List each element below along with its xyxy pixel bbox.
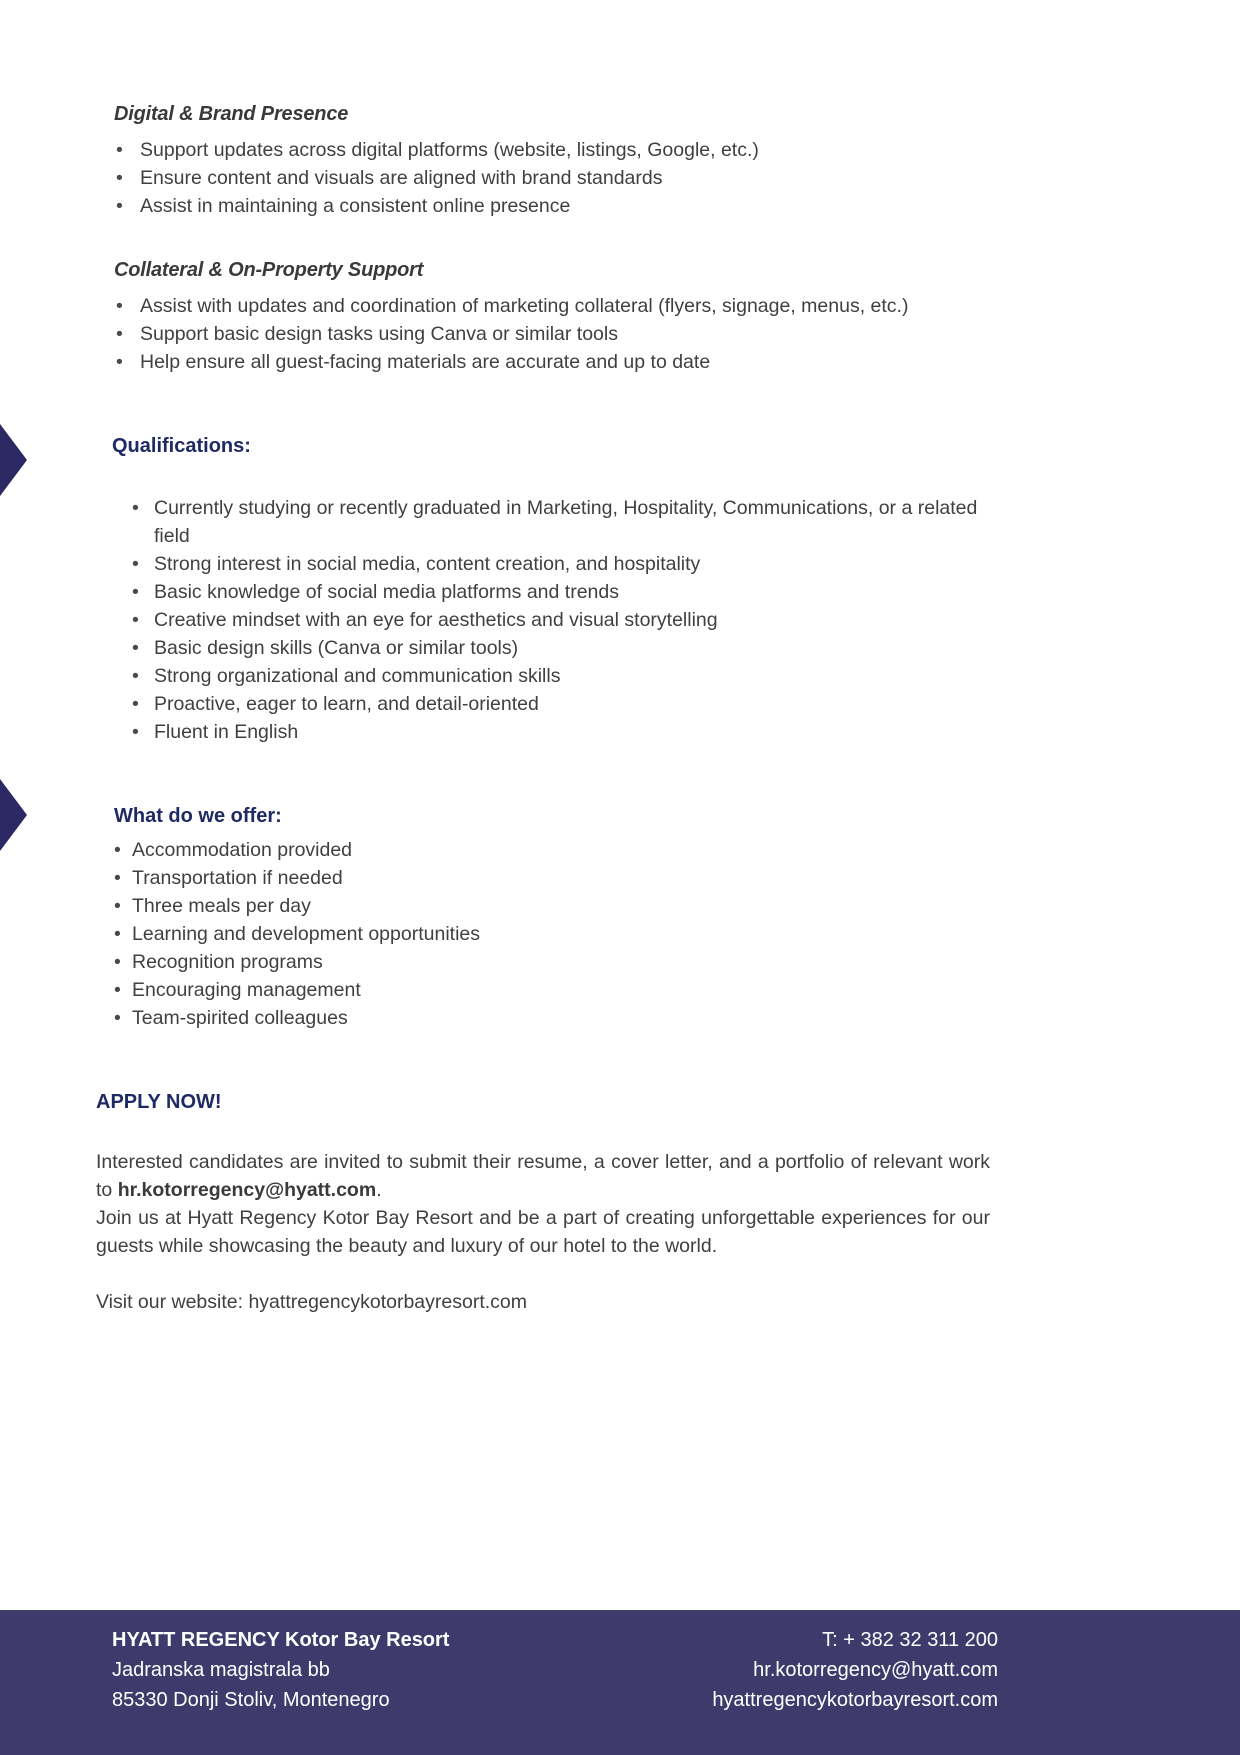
footer-website[interactable]: hyattregencykotorbayresort.com bbox=[712, 1689, 998, 1711]
list-item: • Recognition programs bbox=[96, 948, 990, 976]
footer-address-line-1: Jadranska magistrala bb bbox=[112, 1659, 330, 1681]
list-item: • Support updates across digital platforms (website, listings, Google, etc.) bbox=[96, 136, 990, 164]
apply-heading: APPLY NOW! bbox=[96, 1091, 222, 1113]
offer-heading: What do we offer: bbox=[114, 805, 282, 827]
section-digital-brand-presence bbox=[96, 100, 990, 220]
section-heading: Collateral & On-Property Support bbox=[114, 259, 424, 281]
list-item: • Support basic design tasks using Canva or similar tools bbox=[96, 320, 990, 348]
qualifications-heading: Qualifications: bbox=[112, 435, 251, 457]
list-item: • Ensure content and visuals are aligned with brand standards bbox=[96, 164, 990, 192]
offer-list bbox=[96, 836, 990, 1032]
list-item: • Learning and development opportunities bbox=[96, 920, 990, 948]
apply-paragraph-1 bbox=[96, 1148, 990, 1204]
list-item: • Basic design skills (Canva or similar tools) bbox=[96, 634, 990, 662]
footer-address-block bbox=[112, 1625, 449, 1755]
list-item: • Team-spirited colleagues bbox=[96, 1004, 990, 1032]
list-item: • Assist in maintaining a consistent online presence bbox=[96, 192, 990, 220]
bullet-list bbox=[96, 292, 990, 376]
list-item: • Currently studying or recently graduated in Marketing, Hospitality, Communications, or a related field bbox=[96, 494, 990, 550]
footer-email[interactable]: hr.kotorregency@hyatt.com bbox=[753, 1659, 998, 1681]
section-heading: Digital & Brand Presence bbox=[114, 103, 349, 125]
list-item: • Strong interest in social media, content creation, and hospitality bbox=[96, 550, 990, 578]
footer-address-line-2: 85330 Donji Stoliv, Montenegro bbox=[112, 1689, 390, 1711]
qualifications-list bbox=[96, 494, 990, 746]
footer-company-name: HYATT REGENCY Kotor Bay Resort bbox=[112, 1629, 450, 1651]
section-offer bbox=[96, 802, 990, 1032]
apply-paragraph-2: Join us at Hyatt Regency Kotor Bay Resort and be a part of creating unforgettable experiences for our guests while showcasing the beauty and luxury of our hotel to the world. bbox=[96, 1207, 990, 1257]
list-item: • Transportation if needed bbox=[96, 864, 990, 892]
list-item: • Creative mindset with an eye for aesthetics and visual storytelling bbox=[96, 606, 990, 634]
list-item: • Accommodation provided bbox=[96, 836, 990, 864]
list-item: • Assist with updates and coordination of marketing collateral (flyers, signage, menus, etc.) bbox=[96, 292, 990, 320]
list-item: • Strong organizational and communication skills bbox=[96, 662, 990, 690]
footer-contact-block bbox=[712, 1625, 998, 1755]
list-item: • Basic knowledge of social media platforms and trends bbox=[96, 578, 990, 606]
footer-phone: T: + 382 32 311 200 bbox=[822, 1629, 998, 1651]
bullet-list bbox=[96, 136, 990, 220]
apply-text: Interested candidates are invited to submit their resume, a cover letter, and a portfolio of relevant work to bbox=[96, 1151, 990, 1201]
list-item: • Help ensure all guest-facing materials are accurate and up to date bbox=[96, 348, 990, 376]
list-item: • Encouraging management bbox=[96, 976, 990, 1004]
apply-email-link[interactable]: hr.kotorregency@hyatt.com bbox=[117, 1179, 377, 1201]
section-collateral-support bbox=[96, 256, 990, 376]
section-qualifications bbox=[96, 432, 990, 746]
section-apply bbox=[96, 1088, 990, 1316]
list-item: • Proactive, eager to learn, and detail-oriented bbox=[96, 690, 990, 718]
list-item: • Fluent in English bbox=[96, 718, 990, 746]
list-item: • Three meals per day bbox=[96, 892, 990, 920]
footer-bar bbox=[0, 1610, 1240, 1755]
apply-text-end: . bbox=[376, 1179, 382, 1201]
website-line[interactable]: Visit our website: hyattregencykotorbayresort.com bbox=[96, 1291, 527, 1313]
